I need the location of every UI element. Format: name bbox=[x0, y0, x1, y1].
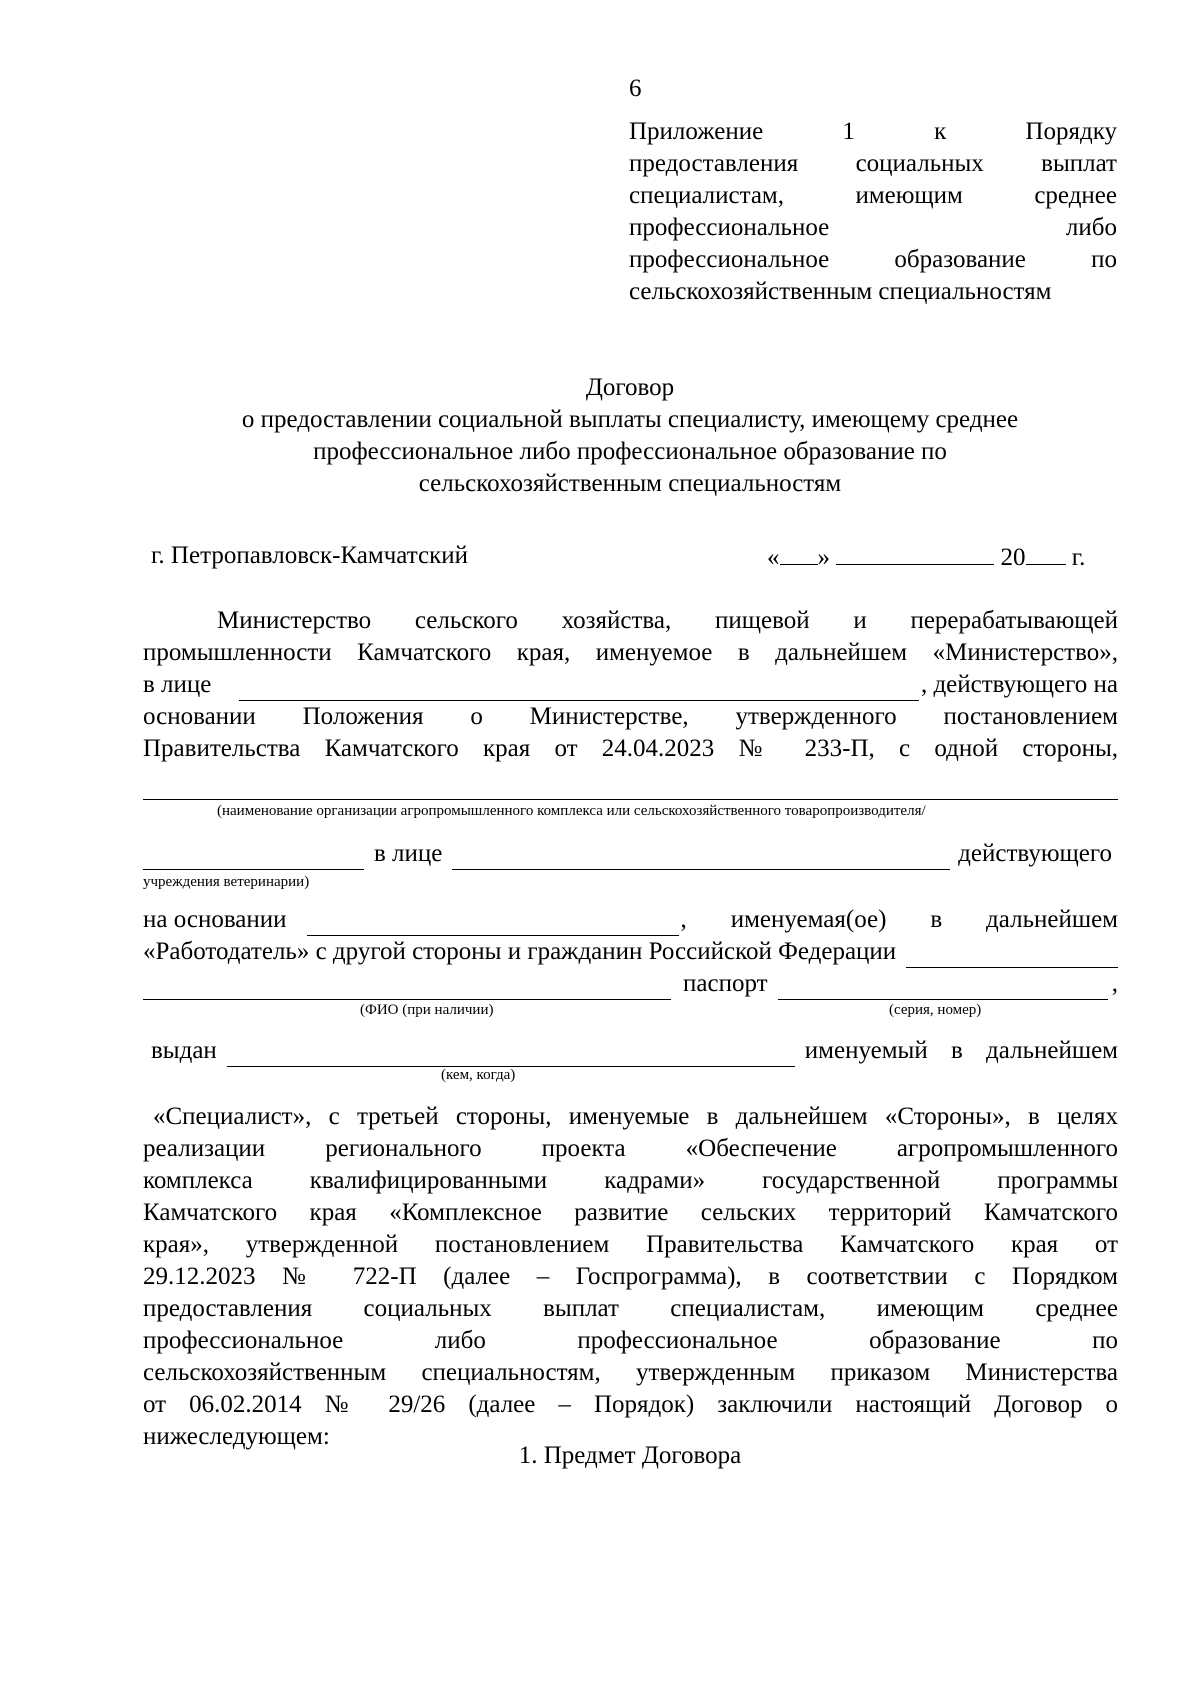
fio-blank[interactable] bbox=[143, 975, 671, 1000]
month-blank[interactable] bbox=[836, 540, 994, 565]
title-line: профессиональное либо профессиональное образование по bbox=[313, 438, 947, 465]
para-line: промышленности Камчатского края, именуемое в дальнейшем «Министерство», bbox=[143, 639, 1118, 666]
para-line: основании Положения о Министерстве, утвержденного постановлением bbox=[143, 703, 1118, 730]
fio-caption: (ФИО (при наличии) bbox=[360, 1002, 494, 1018]
named-label: именуемый в дальнейшем bbox=[804, 1037, 1118, 1064]
para-line: Министерство сельского хозяйства, пищевой и перерабатывающей bbox=[217, 607, 1118, 634]
title-line: Договор bbox=[585, 374, 675, 401]
in-person-label: в лице bbox=[143, 671, 212, 698]
para-line: сельскохозяйственным специальностям, утвержденным приказом Министерства bbox=[143, 1359, 1118, 1386]
passport-label: паспорт bbox=[683, 970, 768, 997]
org-representative-blank[interactable] bbox=[452, 845, 950, 870]
date-close-quote: » bbox=[817, 544, 830, 571]
appendix-line: профессиональное образование по bbox=[629, 246, 1117, 273]
representative-line bbox=[143, 669, 1118, 701]
appendix-header bbox=[629, 116, 1117, 308]
minister-name-blank[interactable] bbox=[239, 676, 919, 701]
city: г. Петропавловск-Камчатский bbox=[151, 542, 468, 569]
basis-label: на основании bbox=[143, 906, 287, 933]
in-person-label: в лице bbox=[374, 840, 443, 867]
appendix-line: профессиональное либо bbox=[629, 214, 1117, 241]
para-line: комплекса квалифицированными кадрами» государственной программы bbox=[143, 1167, 1118, 1194]
date-field bbox=[767, 540, 1085, 574]
para-line: Камчатского края «Комплексное развитие сельских территорий Камчатского bbox=[143, 1199, 1118, 1226]
basis-line bbox=[143, 904, 1118, 936]
para-line: предоставления социальных выплат специалистам, имеющим среднее bbox=[143, 1295, 1118, 1322]
appendix-line: сельскохозяйственным специальностям bbox=[629, 278, 1052, 305]
acting-label: действующего bbox=[958, 840, 1112, 867]
para-line: нижеследующем: bbox=[143, 1423, 330, 1450]
employer-line bbox=[143, 936, 1118, 968]
title-line: сельскохозяйственным специальностям bbox=[418, 470, 842, 497]
title-line: о предоставлении социальной выплаты специалисту, имеющему среднее bbox=[241, 406, 1019, 433]
section-title: 1. Предмет Договора bbox=[518, 1442, 742, 1469]
para-line: от 06.02.2014 № 29/26 (далее – Порядок) заключили настоящий Договор о bbox=[143, 1391, 1118, 1418]
parties-paragraph bbox=[143, 1101, 1118, 1453]
para-line: 29.12.2023 № 722-П (далее – Госпрограмма), в соответствии с Порядком bbox=[143, 1263, 1118, 1290]
basis-blank[interactable] bbox=[307, 911, 679, 936]
para-line: края», утвержденной постановлением Правительства Камчатского края от bbox=[143, 1231, 1118, 1258]
year-prefix: 20 bbox=[1000, 544, 1026, 571]
vet-caption: учреждения ветеринарии) bbox=[143, 874, 310, 890]
acting-label: , действующего на bbox=[920, 671, 1118, 698]
named-label: , именуемая(ое) в дальнейшем bbox=[680, 906, 1118, 933]
year-blank[interactable] bbox=[1026, 540, 1066, 565]
issued-label: выдан bbox=[151, 1037, 217, 1064]
passport-number-blank[interactable] bbox=[778, 975, 1108, 1000]
year-suffix: г. bbox=[1071, 544, 1086, 571]
organization-blank[interactable] bbox=[143, 799, 1118, 800]
ministry-paragraph bbox=[143, 605, 1118, 765]
issued-line bbox=[143, 1035, 1118, 1067]
organization-caption: (наименование организации агропромышленного комплекса или сельскохозяйственного товаропроизводителя/ bbox=[217, 803, 926, 819]
employer-text: «Работодатель» с другой стороны и гражданин Российской Федерации bbox=[143, 938, 897, 965]
passport-comma: , bbox=[1111, 970, 1118, 997]
para-line: реализации регионального проекта «Обеспечение агропромышленного bbox=[143, 1135, 1118, 1162]
passport-line bbox=[143, 968, 1118, 1000]
organization-line bbox=[143, 838, 1118, 870]
citizen-blank[interactable] bbox=[906, 943, 1118, 968]
appendix-line: предоставления социальных выплат bbox=[629, 150, 1117, 177]
issued-by-blank[interactable] bbox=[227, 1042, 795, 1067]
document-title bbox=[130, 372, 1130, 500]
page-number: 6 bbox=[629, 75, 642, 102]
issued-caption: (кем, когда) bbox=[441, 1067, 516, 1083]
appendix-line: Приложение 1 к Порядку bbox=[629, 118, 1117, 145]
series-caption: (серия, номер) bbox=[889, 1002, 982, 1018]
org-name-blank[interactable] bbox=[143, 845, 364, 870]
appendix-line: специалистам, имеющим среднее bbox=[629, 182, 1117, 209]
para-line: профессиональное либо профессиональное образование по bbox=[143, 1327, 1118, 1354]
para-line: Правительства Камчатского края от 24.04.2023 № 233-П, с одной стороны, bbox=[143, 735, 1118, 762]
para-line: «Специалист», с третьей стороны, именуемые в дальнейшем «Стороны», в целях bbox=[153, 1103, 1118, 1130]
date-open-quote: « bbox=[767, 544, 780, 571]
day-blank[interactable] bbox=[780, 540, 818, 565]
